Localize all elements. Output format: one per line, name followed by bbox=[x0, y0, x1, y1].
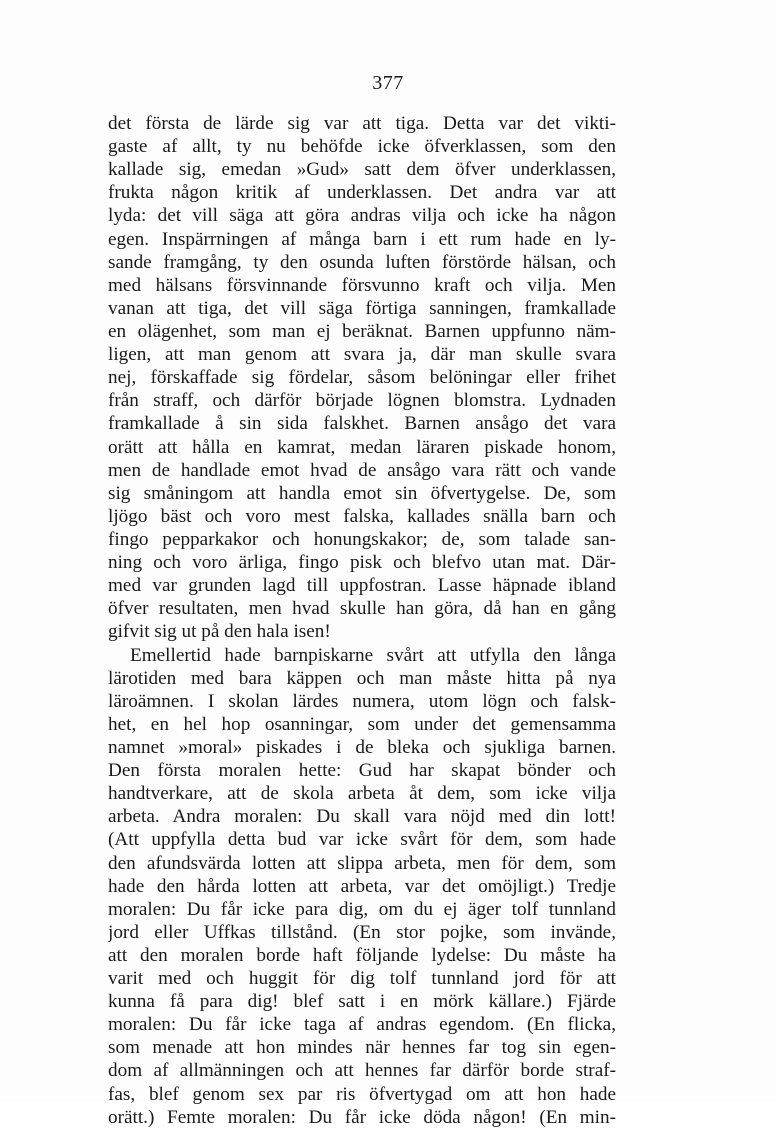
text-line: som menade att hon mindes när hennes far tog sin egen- bbox=[108, 1037, 616, 1059]
text-line: arbeta. Andra moralen: Du skall vara nöjd med din lott! bbox=[108, 806, 616, 828]
text-line: från straff, och därför började lögnen blomstra. Lydnaden bbox=[108, 390, 616, 412]
text-line: dom af allmänningen och att hennes far därför borde straf- bbox=[108, 1060, 616, 1082]
text-line: Emellertid hade barnpiskarne svårt att utfylla den långa bbox=[130, 644, 616, 666]
text-line: ning och voro ärliga, fingo pisk och blefvo utan mat. Där- bbox=[108, 552, 616, 574]
text-line: vanan att tiga, det vill säga förtiga sanningen, framkallade bbox=[108, 297, 616, 319]
text-line: lärotiden med bara käppen och man måste hitta på nya bbox=[108, 667, 616, 689]
text-line: kunna få para dig! blef satt i en mörk källare.) Fjärde bbox=[108, 991, 616, 1013]
text-line: en olägenhet, som man ej beräknat. Barnen uppfunno näm- bbox=[108, 320, 616, 342]
text-line: sande framgång, ty den osunda luften förstörde hälsan, och bbox=[108, 251, 616, 273]
text-line: gaste af allt, ty nu behöfde icke öfverklassen, som den bbox=[108, 136, 616, 158]
text-line: (Att uppfylla detta bud var icke svårt för dem, som hade bbox=[108, 829, 616, 851]
text-line: men de handlade emot hvad de ansågo vara rätt och vande bbox=[108, 459, 616, 481]
text-line: frukta någon kritik af underklassen. Det andra var att bbox=[108, 182, 616, 204]
text-line: framkallade å sin sida falskhet. Barnen ansågo det vara bbox=[108, 413, 616, 435]
text-line: moralen: Du får icke para dig, om du ej äger tolf tunnland bbox=[108, 898, 616, 920]
text-line: jord eller Uffkas tillstånd. (En stor pojke, som invände, bbox=[108, 921, 616, 943]
body-text bbox=[108, 112, 616, 1129]
text-line: ligen, att man genom att svara ja, där man skulle svara bbox=[108, 344, 616, 366]
text-line: fas, blef genom sex par ris öfvertygad om att hon hade bbox=[108, 1083, 616, 1105]
text-line: egen. Inspärrningen af många barn i ett rum hade en ly- bbox=[108, 228, 616, 250]
text-line: det första de lärde sig var att tiga. Detta var det vikti- bbox=[108, 113, 616, 134]
text-line: sig småningom att handla emot sin öfvertygelse. De, som bbox=[108, 482, 616, 504]
text-line: fingo pepparkakor och honungskakor; de, som talade san- bbox=[108, 528, 616, 550]
text-line: läroämnen. I skolan lärdes numera, utom lögn och falsk- bbox=[108, 690, 616, 712]
text-line: varit med och huggit för dig tolf tunnland jord för att bbox=[108, 968, 616, 990]
text-line: orätt.) Femte moralen: Du får icke döda någon! (En min- bbox=[108, 1106, 616, 1128]
text-line: namnet »moral» piskades i de bleka och sjukliga barnen. bbox=[108, 736, 616, 758]
text-line: kallade sig, emedan »Gud» satt dem öfver underklassen, bbox=[108, 159, 616, 181]
text-line: het, en hel hop osanningar, som under det gemensamma bbox=[108, 713, 616, 735]
text-line: Den första moralen hette: Gud har skapat bönder och bbox=[108, 760, 616, 782]
text-line: lyda: det vill säga att göra andras vilja och icke ha någon bbox=[108, 205, 616, 227]
text-line: med var grunden lagd till uppfostran. Lasse häpnade ibland bbox=[108, 575, 616, 597]
text-line: med hälsans försvinnande försvunno kraft och vilja. Men bbox=[108, 274, 616, 296]
text-line: handtverkare, att de skola arbeta åt dem, som icke vilja bbox=[108, 783, 616, 805]
text-line: nej, förskaffade sig fördelar, såsom belöningar eller frihet bbox=[108, 367, 616, 389]
text-line: gifvit sig ut på den hala isen! bbox=[108, 621, 331, 643]
page-number: 377 bbox=[372, 72, 404, 94]
text-line: den afundsvärda lotten att slippa arbeta, men för dem, som bbox=[108, 852, 616, 874]
text-line: moralen: Du får icke taga af andras egendom. (En flicka, bbox=[108, 1014, 616, 1036]
text-line: att den moralen borde haft följande lydelse: Du måste ha bbox=[108, 944, 616, 966]
text-line: ljögo bäst och voro mest falska, kallades snälla barn och bbox=[108, 505, 616, 527]
text-line: öfver resultaten, men hvad skulle han göra, då han en gång bbox=[108, 598, 616, 620]
text-line: orätt att hålla en kamrat, medan läraren piskade honom, bbox=[108, 436, 616, 458]
text-line: hade den hårda lotten att arbeta, var det omöjligt.) Tredje bbox=[108, 875, 616, 897]
